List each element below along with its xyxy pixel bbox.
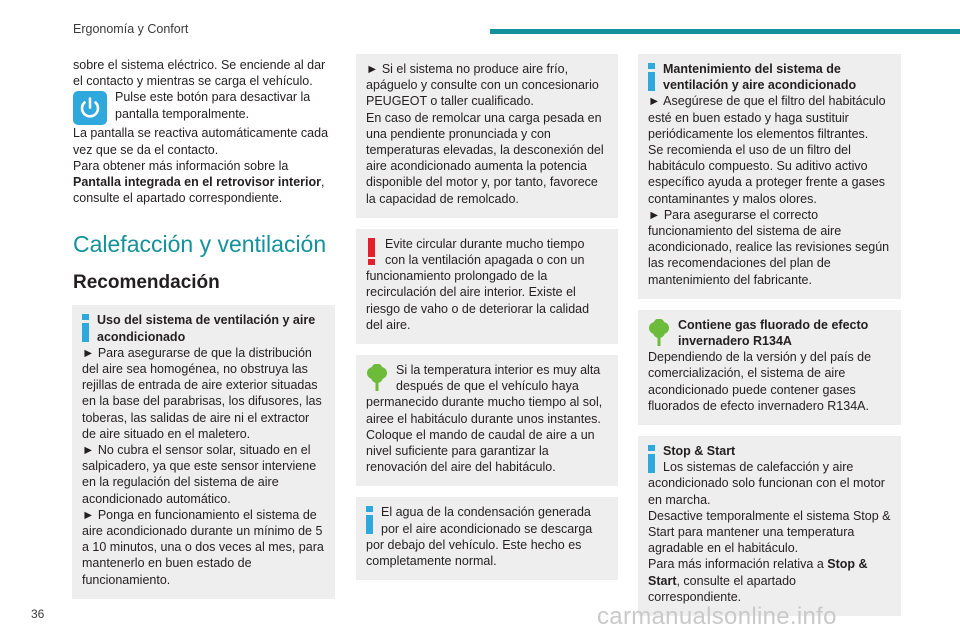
reactivate-text: La pantalla se reactiva automáticamente cada vez que se da el contacto. bbox=[73, 126, 329, 157]
ventilation-usage-box bbox=[72, 305, 335, 598]
box-body: acondicionado solo funcionan con el motor en marcha. Desactive temporalmente el sistema Stop & Start para mantener una temperatura agradable en el habitáculo. bbox=[648, 476, 891, 556]
maintenance-box bbox=[638, 54, 901, 299]
box-body: funcionamiento prolongado de la recirculación del aire interior. Existe el riesgo de vaho o de deteriorar la calidad del aire. bbox=[366, 269, 590, 332]
box-lead: Evite circular durante mucho tiempo con la ventilación apagada o con un bbox=[385, 236, 585, 268]
info-icon bbox=[648, 445, 655, 473]
warning-icon bbox=[368, 238, 375, 265]
box-lead: El agua de la condensación generada por el aire acondicionado se descarga bbox=[381, 505, 593, 536]
power-button-icon bbox=[73, 91, 107, 125]
column-3 bbox=[638, 54, 901, 627]
more-info-text: Para obtener más información sobre la Pantalla integrada en el retrovisor interior, consulte el apartado correspondiente. bbox=[73, 158, 325, 206]
info-icon bbox=[82, 314, 89, 342]
box-body: ► Si el sistema no produce aire frío, apáguelo y consulte con un concesionario PEUGEOT o taller cualificado. En caso de remolcar una carga pesada en una pendiente pronunciada y con temperaturas elevadas, la desconexión del aire acondicionado aumenta la potencia disponible del motor y, por tanto, favorece la capacidad de remolcado. bbox=[366, 62, 604, 206]
condensation-box bbox=[356, 497, 618, 580]
power-row bbox=[73, 89, 335, 125]
ventilation-warning-box bbox=[356, 229, 618, 344]
column-2 bbox=[356, 54, 618, 591]
subsection-title: Recomendación bbox=[73, 272, 220, 294]
info-icon bbox=[366, 506, 373, 534]
info-icon bbox=[648, 63, 655, 91]
header-title: Ergonomía y Confort bbox=[73, 22, 189, 36]
box-lead: Los sistemas de calefacción y aire bbox=[663, 460, 854, 475]
intro-text: sobre el sistema eléctrico. Se enciende al dar el contacto y mientras se carga el vehículo. bbox=[73, 58, 326, 89]
box-more-info: Para más información relativa a Stop & Start, consulte el apartado correspondiente. bbox=[648, 557, 868, 604]
box-body: permanecido durante mucho tiempo al sol, airee el habitáculo durante unos instantes. Coloque el mando de caudal de aire a un nivel suficiente para garantizar la renovación del aire del habitáculo. bbox=[366, 395, 603, 475]
watermark: carmanualsonline.info bbox=[597, 603, 837, 630]
box-title: Mantenimiento del sistema de ventilación y aire acondicionado bbox=[663, 62, 857, 93]
column-1 bbox=[73, 57, 335, 610]
box-body: Dependiendo de la versión y del país de comercialización, el sistema de aire acondicionado puede contener gases fluorados de efecto invernadero R134A. bbox=[648, 350, 872, 413]
stop-start-box bbox=[638, 436, 901, 616]
box-title: Uso del sistema de ventilación y aire acondicionado bbox=[97, 313, 316, 344]
cooling-box bbox=[356, 54, 618, 218]
page-number: 36 bbox=[31, 607, 45, 621]
box-lead: Si la temperatura interior es muy alta después de que el vehículo haya bbox=[396, 363, 601, 394]
fluorinated-gas-box bbox=[638, 310, 901, 425]
header-accent-bar bbox=[490, 29, 960, 34]
section-title: Calefacción y ventilación bbox=[73, 231, 327, 258]
box-title: Stop & Start bbox=[663, 444, 736, 459]
box-body: por debajo del vehículo. Este hecho es completamente normal. bbox=[366, 537, 582, 569]
tree-icon bbox=[648, 319, 670, 347]
box-body: ► Asegúrese de que el filtro del habitáculo esté en buen estado y haga sustituir periódicamente los elementos filtrantes. Se recomienda el uso de un filtro del habitáculo compuesto. Su aditivo activo específico ayuda a proteger frente a gases contaminantes y malos olores. ► Para asegurarse el correcto funcionamiento del sistema de aire acondicionado, realice las revisiones según las recomendaciones del plan de mantenimiento del fabricante. bbox=[648, 94, 890, 287]
box-title: Contiene gas fluorado de efecto invernadero R134A bbox=[678, 317, 869, 349]
power-button-text: Pulse este botón para desactivar la pantalla temporalmente. bbox=[115, 90, 311, 121]
tree-icon bbox=[366, 364, 388, 392]
box-body: ► Para asegurarse de que la distribución del aire sea homogénea, no obstruya las rejillas de entrada de aire exterior situadas en la base del parabrisas, los difusores, las toberas, las salidas de aire ni el extractor de aire situado en el maletero. ► No cubra el sensor solar, situado en el salpicadero, ya que este sensor interviene en la regulación del sistema de aire acondicionado automático. ► Ponga en funcionamiento el sistema de aire acondicionado durante un mínimo de 5 a 10 minutos, una o dos veces al mes, para mantenerlo en buen estado de funcionamiento. bbox=[82, 345, 324, 587]
high-temperature-box bbox=[356, 355, 618, 486]
